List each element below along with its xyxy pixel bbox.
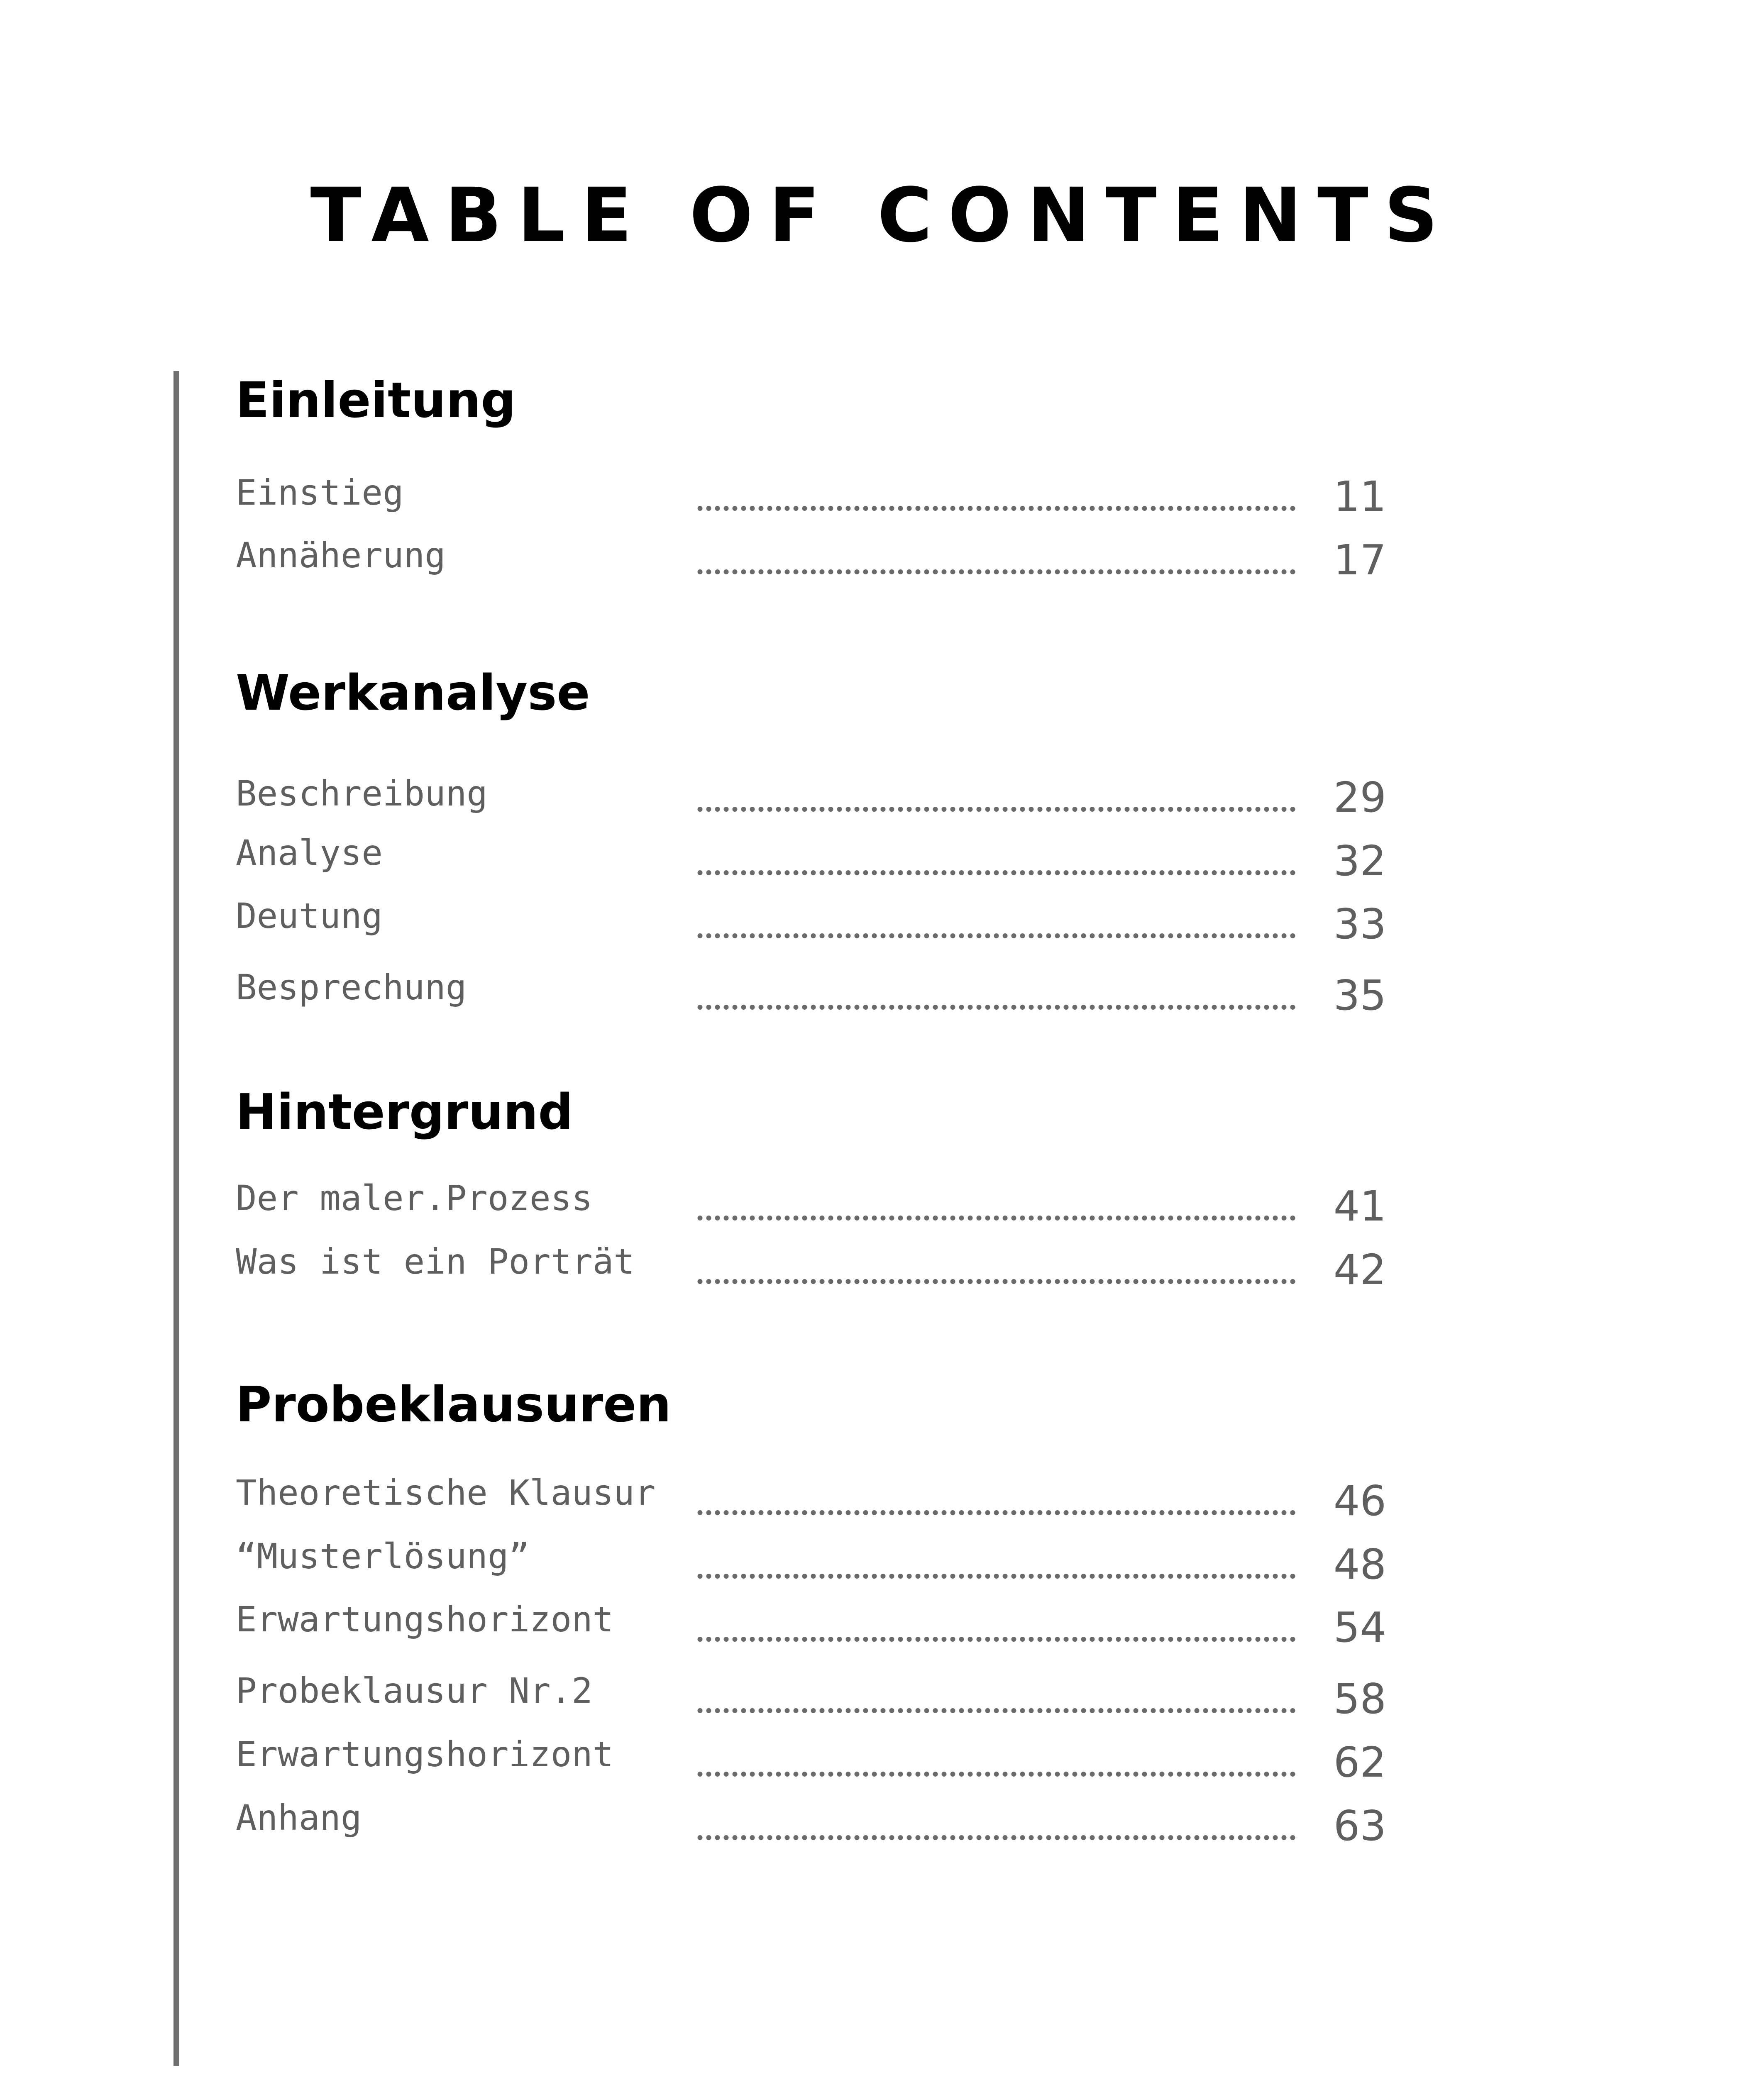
toc-entry-label: Beschreibung (236, 773, 488, 814)
dot-leader (696, 1636, 1297, 1642)
toc-entry-label: Erwartungshorizont (236, 1599, 614, 1640)
toc-entry[interactable] (0, 1536, 1764, 1589)
toc-entry-page: 63 (1333, 1802, 1386, 1850)
toc-entry[interactable] (0, 1472, 1764, 1525)
toc-entry-label: Anhang (236, 1797, 362, 1838)
section-heading-werkanalyse: Werkanalyse (236, 664, 590, 721)
toc-entry[interactable] (0, 832, 1764, 885)
dot-leader (696, 870, 1297, 876)
toc-entry[interactable] (0, 772, 1764, 822)
toc-entry-label: Der maler.Prozess (236, 1178, 593, 1218)
toc-entry-label: Analyse (236, 832, 383, 873)
toc-entry-page: 46 (1333, 1477, 1386, 1525)
toc-entry[interactable] (0, 1797, 1764, 1850)
toc-entry-page: 17 (1333, 536, 1386, 584)
toc-entry-label: Annäherung (236, 535, 446, 576)
dot-leader (696, 505, 1297, 511)
dot-leader (696, 1835, 1297, 1841)
toc-entry-label: Deutung (236, 896, 383, 936)
section-heading-probeklausuren: Probeklausuren (236, 1376, 672, 1433)
toc-entry[interactable] (0, 1178, 1764, 1230)
toc-entry-page: 41 (1333, 1182, 1386, 1230)
dot-leader (696, 1573, 1297, 1579)
toc-entry-page: 58 (1333, 1675, 1386, 1723)
toc-entry-page: 35 (1333, 971, 1386, 1020)
dot-leader (696, 1215, 1297, 1221)
toc-entry-label: “Musterlösung” (236, 1536, 530, 1577)
toc-entry[interactable] (0, 471, 1764, 521)
toc-entry-page: 11 (1333, 472, 1386, 521)
toc-entry-label: Besprechung (236, 967, 467, 1008)
toc-entry-page: 42 (1333, 1245, 1386, 1294)
section-heading-hintergrund: Hintergrund (236, 1083, 573, 1140)
toc-entry-page: 32 (1333, 837, 1386, 885)
toc-entry-page: 48 (1333, 1540, 1386, 1589)
toc-entry-label: Probeklausur Nr.2 (236, 1670, 593, 1711)
toc-entry[interactable] (0, 535, 1764, 584)
toc-entry[interactable] (0, 1670, 1764, 1723)
toc-entry-label: Einstieg (236, 472, 404, 513)
dot-leader (696, 1279, 1297, 1284)
dot-leader (696, 1771, 1297, 1777)
toc-entry-label: Erwartungshorizont (236, 1734, 614, 1775)
toc-entry[interactable] (0, 898, 1764, 948)
toc-entry-label: Was ist ein Porträt (236, 1241, 635, 1282)
toc-entry-page: 62 (1333, 1738, 1386, 1787)
dot-leader (696, 1708, 1297, 1714)
dot-leader (696, 1004, 1297, 1010)
section-heading-einleitung: Einleitung (236, 371, 516, 429)
dot-leader (696, 806, 1297, 812)
dot-leader (696, 569, 1297, 575)
toc-entry-label: Theoretische Klausur (236, 1472, 656, 1513)
toc-entry[interactable] (0, 1241, 1764, 1294)
toc-entry-page: 54 (1333, 1603, 1386, 1652)
toc-entry-page: 33 (1333, 900, 1386, 948)
page-title: TABLE OF CONTENTS (310, 172, 1454, 259)
toc-entry-page: 29 (1333, 773, 1386, 822)
dot-leader (696, 933, 1297, 939)
toc-entry[interactable] (0, 1599, 1764, 1652)
toc-entry[interactable] (0, 1734, 1764, 1787)
toc-entry[interactable] (0, 967, 1764, 1020)
dot-leader (696, 1510, 1297, 1516)
